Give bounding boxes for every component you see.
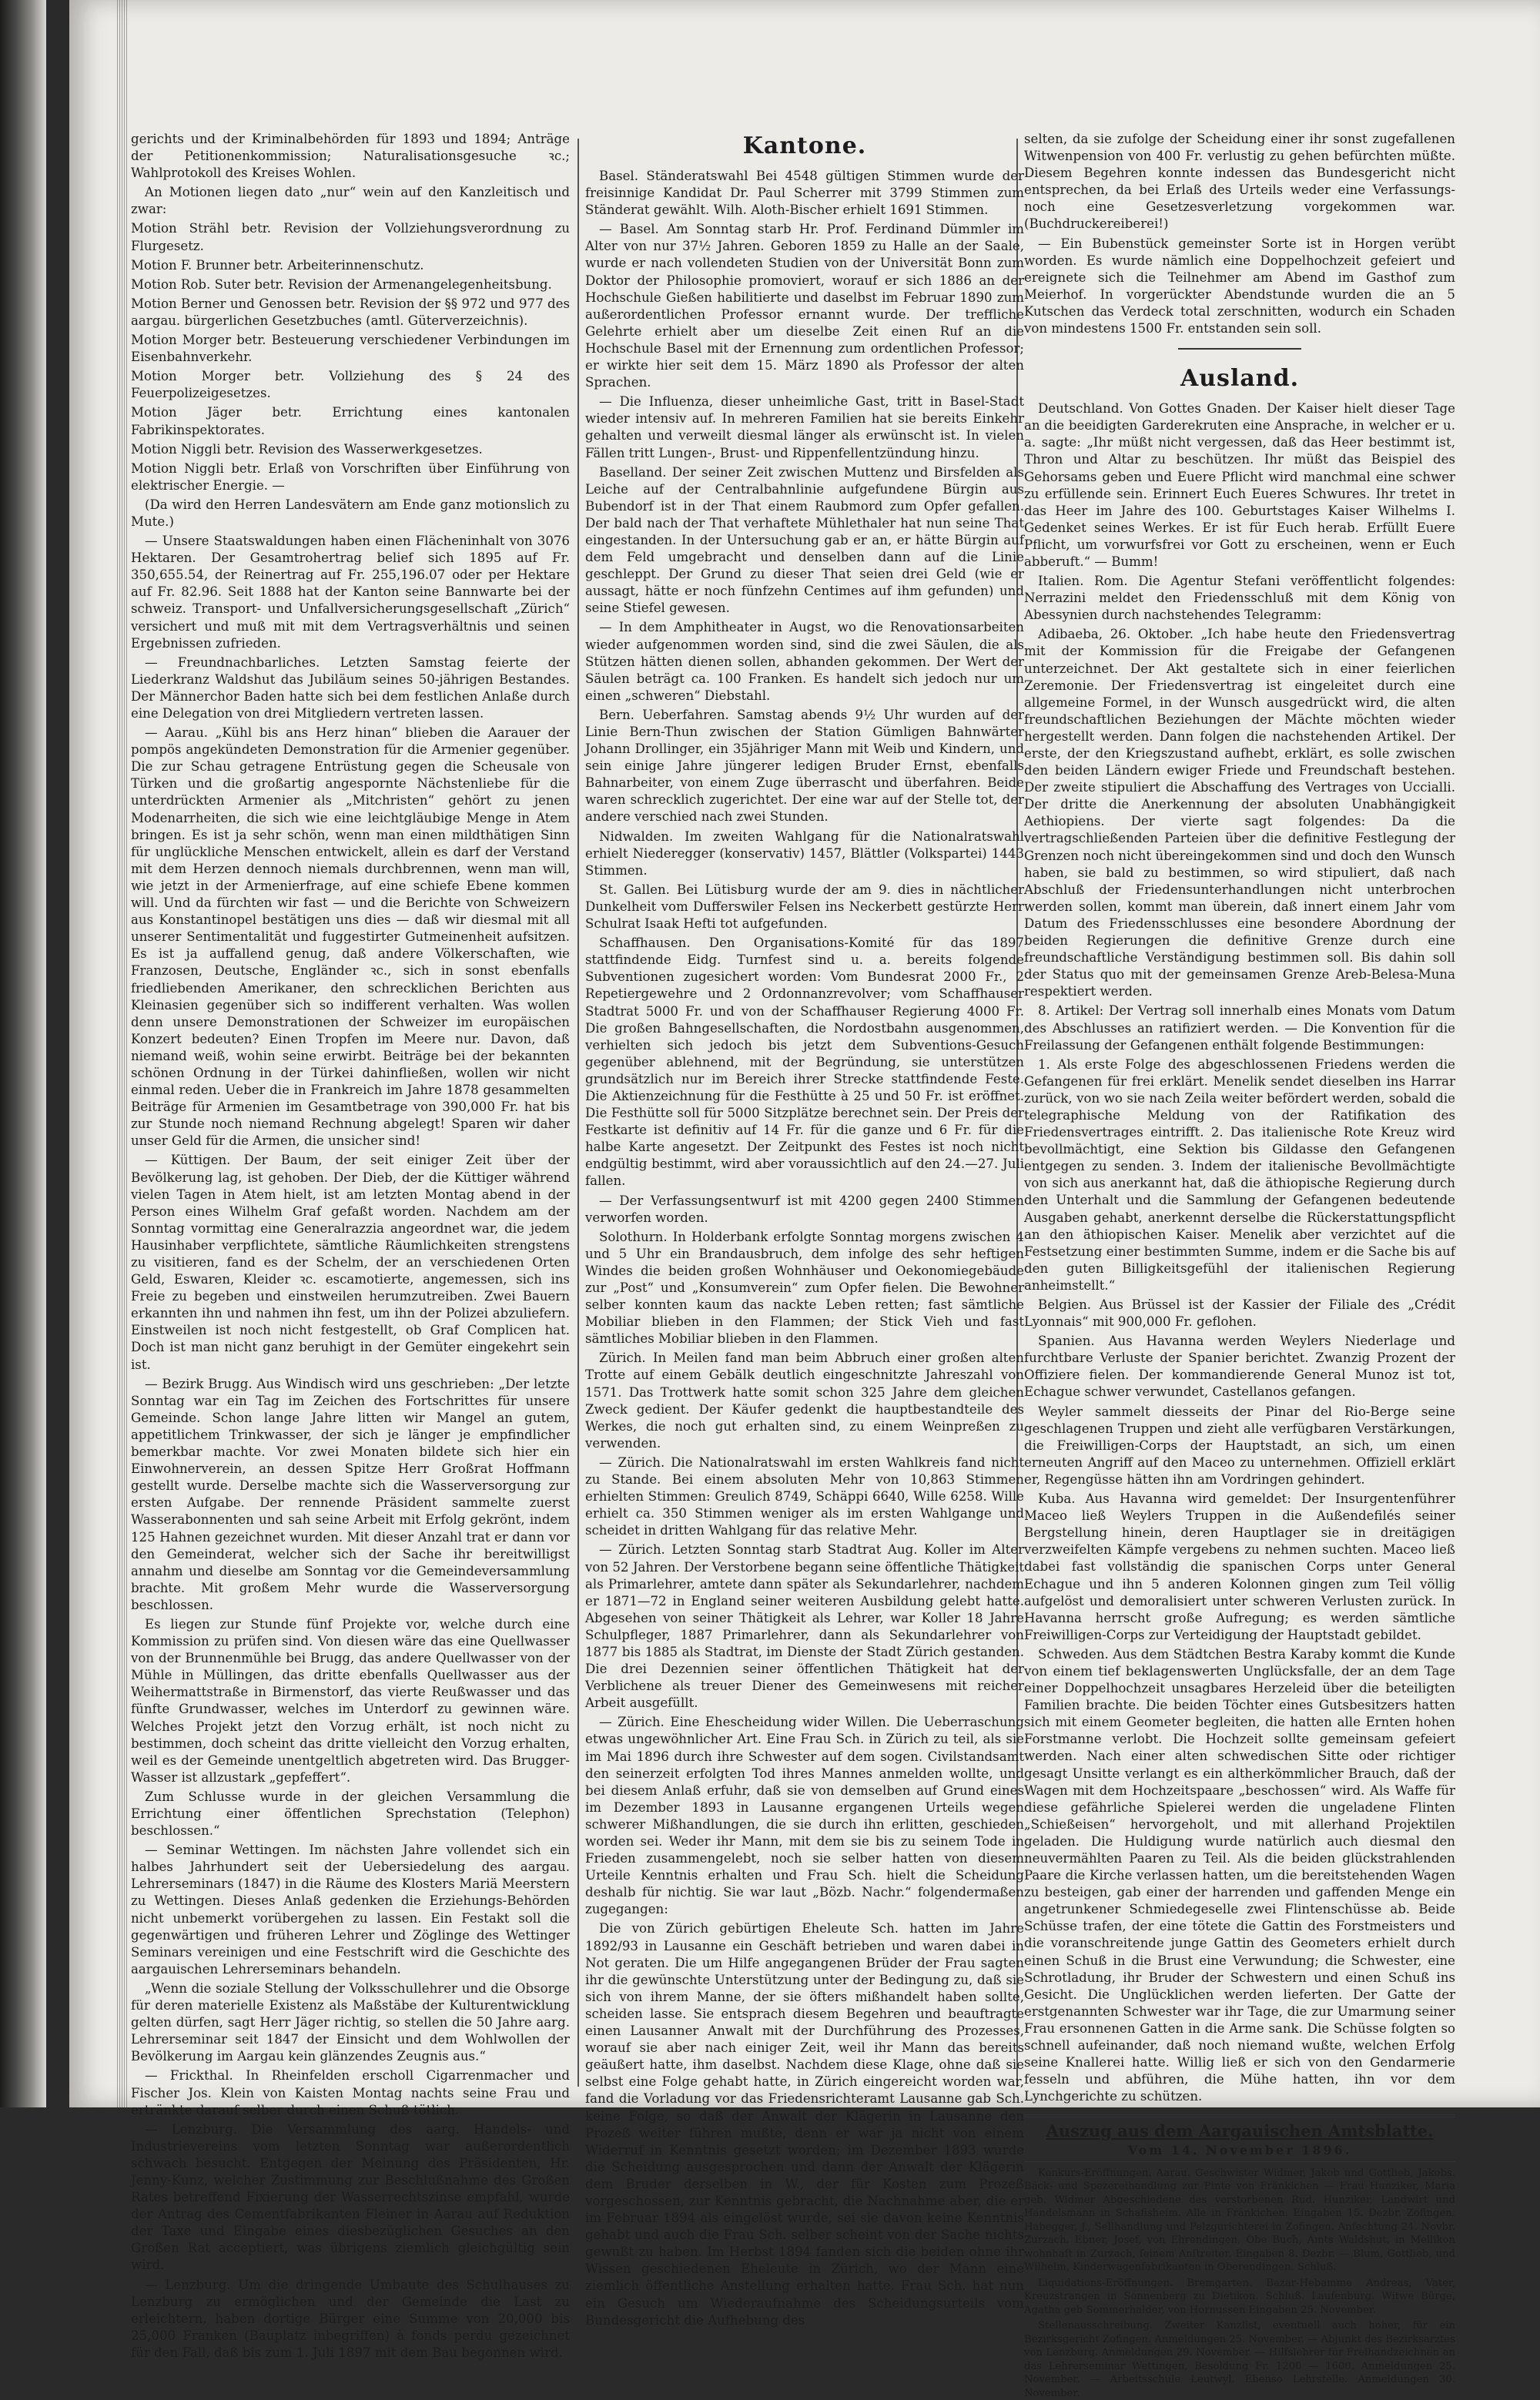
- paragraph: Italien. Rom. Die Agentur Stefani veröffentlicht folgendes: Nerrazini meldet den Friedensschluß mit dem König von Abessynien durch nachstehendes Telegramm:: [1024, 574, 1455, 623]
- paragraph: — Zürich. Eine Ehescheidung wider Willen. Die Ueberraschung etwas ungewöhnlicher Art. Eine Frau Sch. in Zürich zu teil, als sie im Mai 1896 durch ihre Schwester auf dem sogen. Civilstandsamt den seinerzeit erfolgten Tod ihres Mannes anmelden wollte, und bei diesem Anlaß erfuhr, daß sie von demselben auf Grund eines im Dezember 1893 in Lausanne ergangenen Urteils wegen schwerer Mißhandlungen, die sie durch ihn erlitten, geschieden worden sei. Weder ihr Mann, mit dem sie bis zu seinem Tode in Frieden zusammengelebt, noch sie selber hatten von diesem Urteile Kenntnis erhalten und Frau Sch. hielt die Scheidung deshalb für nichtig. Sie war laut „Bözb. Nachr.“ folgendermaßen zugegangen:: [585, 1715, 1024, 1917]
- paragraph: Es liegen zur Stunde fünf Projekte vor, welche durch eine Kommission zu prüfen sind. Von diesen wäre das eine Quellwasser von der Brunnenmühle bei Brugg, das andere Quellwasser von der Mühle in Müllingen, das dritte ebenfalls Quellwasser aus der Weihermattstraße in Birmenstorf, das vierte Reußwasser und das fünfte Grundwasser, welches im Unterdorf zu gewinnen wäre. Welches Projekt jetzt den Vorzug erhält, ist noch nicht zu bestimmen, doch scheint das dritte vielleicht den Vorzug erhalten, weil es der Gemeinde unentgeltlich abgetreten wird. Das Brugger-Wasser ist allzustark „gepfeffert“.: [131, 1616, 570, 1785]
- notice-paragraph: Konkurs-Eröffnungen. Aarau. Geschwister Widmer, Jakob und Gottlieb, Jakobs. Bäck- und Spezereihandlung zur Pinte von Fränkichen — Frau Hunziker, Maria geb. Widmer Abgeschiedene des verstorbenen Rud. Hunziker, Landwirt und Handelsmann in Schafisheim. Alle in Fränkichen. Eingaben 15. Dezbr. Zofingen. Habegger, J., Sellhandlung und Pelzgurichterei in Zofingen. Anfechtung 24. Novbr. Zurzach. Ebner, Josef, von Ehrendingen, Obe Buch, Amts Waldshut, in Mellikon wohnhaft in Zurzach, ſeinem Anſtreiter. Eingaben 8. Dezbr. — Blum, Gottlieb, und Wilhelm, Kinderwagenfabrikanten in Oberendingen. Schluß.: [1024, 2167, 1455, 2273]
- paragraph: gerichts und der Kriminalbehörden für 1893 und 1894; Anträge der Petitionenkommission; Naturalisationsgesuche ꝛc.; Wahlprotokoll des Kreises Wohlen.: [131, 132, 570, 181]
- paragraph: Schaffhausen. Den Organisations-Komité für das 1897 stattfindende Eidg. Turnfest sind u. a. bereits folgende Subventionen zugesichert worden: Vom Bundesrat 2000 Fr., 2 Repetiergewehre und 2 Ordonnanzrevolver; vom Schaffhauser Stadtrat 5000 Fr. und von der Schaffhauser Regierung 4000 Fr. Die großen Bahngesellschaften, die Nordostbahn ausgenommen, verhielten sich jedoch bis jetzt dem Subventions-Gesuch gegenüber ablehnend, mit der Begründung, sie unterstützen grundsätzlich nur im Bereich ihrer Strecke stattfindende Feste. Die Aktienzeichnung für die Festhütte à 25 und 50 Fr. ist eröffnet. Die Festhütte soll für 5000 Sitzplätze berechnet sein. Der Preis der Festkarte ist definitiv auf 14 Fr. für die ganze und 6 Fr. für die halbe Karte angesetzt. Der Zeitpunkt des Festes ist noch nicht endgültig bestimmt, wird aber voraussichtlich auf den 24.—27. Juli fallen.: [585, 936, 1024, 1189]
- section-divider: [1178, 348, 1301, 350]
- paragraph: Baselland. Der seiner Zeit zwischen Muttenz und Birsfelden als Leiche auf der Centralbahnlinie aufgefundene Bürgin aus Bubendorf ist in der That einem Raubmord zum Opfer gefallen. Der bald nach der That verhaftete Mühlethaler hat nun seine That eingestanden. In der Untersuchung gab er an, er hätte Bürgin auf dem Feld umgebracht und denselben dann auf die Linie geschleppt. Der Grund zu dieser That seien drei Geld (wie er aussagt, hätte er noch fünfzehn Centimes auf ihm gefunden) und seine Stiefel gewesen.: [585, 464, 1024, 616]
- paragraph: — Zürich. Die Nationalratswahl im ersten Wahlkreis fand nicht zu Stande. Bei einem absoluten Mehr von 10,863 Stimmen erhielten Stimmen: Greulich 8749, Schäppi 6640, Wille 6258. Wille erhielt ca. 350 Stimmen weniger als im ersten Wahlgange und scheidet in dritten Wahlgang für das relative Mehr.: [585, 1454, 1024, 1538]
- paragraph: Basel. Ständeratswahl Bei 4548 gültigen Stimmen wurde der freisinnige Kandidat Dr. Paul Scherrer mit 3799 Stimmen zum Ständerat gewählt. Wilh. Aloth-Bischer erhielt 1691 Stimmen.: [585, 169, 1024, 218]
- column-left: [131, 131, 570, 2360]
- paragraph: selten, da sie zufolge der Scheidung einer ihr sonst zugefallenen Witwenpension von 400 Fr. verlustig zu gehen befürchten müßte. Diesem Begehren konnte indessen das Bundesgericht nicht entsprechen, da bei Erlaß des Urteils weder eine Verfassungs- noch eine Gesetzesverletzung vorgekommen war. (Buchdruckereiberei!): [1024, 132, 1455, 232]
- paragraph: Belgien. Aus Brüssel ist der Kassier der Filiale des „Crédit Lyonnais“ mit 900,000 Fr. geflohen.: [1024, 1297, 1455, 1330]
- paragraph: St. Gallen. Bei Lütisburg wurde der am 9. dies in nächtlicher Dunkelheit vom Dufferswiler Felsen ins Neckerbett gestürzte Herr Schulrat Isaak Hefti tot aufgefunden.: [585, 882, 1024, 932]
- paragraph: — Die Influenza, dieser unheimliche Gast, tritt in Basel-Stadt wieder intensiv auf. In mehreren Familien hat sie bereits Einkehr gehalten und verweilt diesmal länger als erwünscht ist. In vielen Fällen tritt Lungen-, Brust- und Rippenfellentzündung hinzu.: [585, 394, 1024, 460]
- paragraph: „Wenn die soziale Stellung der Volksschullehrer und die Obsorge für deren materielle Existenz als Maßstäbe der Kulturentwicklung gelten dürfen, sagt Herr Jäger richtig, so stellen die 50 Jahre aarg. Lehrerseminar seit 1847 der Einsicht und dem Wohlwollen der Bevölkerung im Aargau kein glänzendes Zeugnis aus.“: [131, 1980, 570, 2064]
- paragraph: — In dem Amphitheater in Augst, wo die Renovationsarbeiten wieder aufgenommen worden sind, sind die zwei Säulen, die als Stützen hätten dienen sollen, abhanden gekommen. Der Wert der Säulen beträgt ca. 100 Franken. Es handelt sich jedoch nur um einen „schweren“ Diebstahl.: [585, 620, 1024, 703]
- column-right: [1024, 131, 1455, 2399]
- paragraph: — Bezirk Brugg. Aus Windisch wird uns geschrieben: „Der letzte Sonntag war ein Tag im Zeichen des Fortschrittes für unsere Gemeinde. Schon lange Jahre litten wir Mangel an gutem, appetitlichem Trinkwasser, der sich je länger je empfindlicher bemerkbar machte. Vor zwei Monaten bildete sich hier ein Einwohnerverein, an dessen Spitze Herr Großrat Hoffmann gestellt wurde. Derselbe machte sich die Wasserversorgung zur ersten Aufgabe. Der rennende Präsident sammelte zuerst Wasserabonnenten und sah seine Arbeit mit Erfolg gekrönt, indem 125 Hahnen gezeichnet wurden. Mit dieser Anzahl trat er dann vor den Gemeinderat, welcher sich der Sache ihr bereitwilligst annahm und dieselbe am Sonntag vor die Gemeindeversammlung brachte. Mit großem Mehr wurde die Wasserversorgung beschlossen.: [131, 1376, 570, 1612]
- paragraph: — Aarau. „Kühl bis ans Herz hinan“ blieben die Aarauer der pompös angekündeten Demonstration für die Armenier gegenüber. Die zur Schau getragene Entrüstung gegen die Scheusale von Türken und die großartig angespornte Nächstenliebe für die unterdrückten Armenier als „Mitchristen“ gehört zu jenen Modenarrheiten, die sich wie eine leichtgläubige Menge in Atem bringen. Es ist ja sehr schön, wenn man einen mildthätigen Sinn für unglückliche Menschen entwickelt, allein es darf der Verstand mit dem Herzen dennoch niemals durchbrennen, wenn man will, wie jetzt in der Armenierfrage, auf eine schiefe Ebene kommen will. Und da fürchten wir fast — und die Berichte von Schweizern aus Konstantinopel bestätigen uns dies — daß wir diesmal mit all unserer Sentimentalität und fuggestirter Gutmeinenheit aufsitzen. Es ist ja auffallend genug, daß andere Völkerschaften, wie Franzosen, Deutsche, Engländer ꝛc., sich in sonst ebenfalls friedliebenden Amerikaner, den schrecklichen Berichten aus Kleinasien gegenüber sich so indifferent verhalten. Was wollen denn unsere Demonstrationen der Schweizer im europäischen Konzert bedeuten? Einen Tropfen im Meere nur. Davon, daß niemand weiß, wohin seine erwirbt. Beiträge bei der bekannten schönen Ordnung in der Türkei dahinfließen, wollen wir nicht einmal reden. Ueber die in Frankreich im Jahre 1878 gesammelten Beiträge für Armenien im Gesamtbetrage von 390,000 Fr. hat bis zur Stunde noch niemand Rechnung abgelegt! Sparen wir daher unser Geld für die Armen, die unsicher sind!: [131, 725, 570, 1149]
- paragraph: — Ein Bubenstück gemeinster Sorte ist in Horgen verübt worden. Es wurde nämlich eine Doppelhochzeit gefeiert und ereignete sich die Teilnehmer am Abend im Gasthof zum Meierhof. In vorgerückter Abendstunde wurden die an 5 Kutschen das Verdeck total zerschnitten, wodurch ein Schaden von mindestens 1500 Fr. entstanden sein soll.: [1024, 236, 1455, 336]
- paragraph: Solothurn. In Holderbank erfolgte Sonntag morgens zwischen 4 und 5 Uhr ein Brandausbruch, dem infolge des sehr heftigen Windes die beiden großen Wohnhäuser und Oekonomiegebäude zur „Post“ und „Konsumverein“ zum Opfer fielen. Die Bewohner selber konnten kaum das nackte Leben retten; fast sämtliche Mobiliar blieben in den Flammen; der Stick Vieh und fast sämtliches Mobiliar blieben in den Flammen.: [585, 1229, 1024, 1347]
- paragraph: Nidwalden. Im zweiten Wahlgang für die Nationalratswahl erhielt Niederegger (konservativ) 1457, Blättler (Volkspartei) 1443 Stimmen.: [585, 828, 1024, 878]
- motion-line: Motion Niggli betr. Revision des Wasserwerkgesetzes.: [131, 441, 483, 457]
- paragraph: — Basel. Am Sonntag starb Hr. Prof. Ferdinand Dümmler im Alter von nur 37½ Jahren. Geboren 1859 zu Halle an der Saale, wurde er nach vollendeten Studien von der Universität Bonn zum Doktor der Philosophie promoviert, worauf er sich 1886 an der Hochschule Gießen habilitierte und daselbst im Februar 1890 zum außerordentlichen Professor ernannt wurde. Der treffliche Gelehrte erhielt aber um dieselbe Zeit einen Ruf an die Hochschule Basel mit der Ernennung zum ordentlichen Professor; er wirkte hier seit dem 15. März 1890 als Professor der alten Sprachen.: [585, 222, 1024, 390]
- motion-line: Motion Berner und Genossen betr. Revision der §§ 972 und 977 des aargau. bürgerlichen Gesetzbuches (amtl. Güterverzeichnis).: [131, 296, 570, 328]
- paragraph: — Lenzburg. Um die dringende Umbaute des Schulhauses zu Lenzburg zu ermöglichen und der Gemeinde die Last zu erleichtern, haben dortige Bürger eine Summe von 20,000 bis 25,000 Franken (Bauplatz inbegriffen) à fonds perdu gezeichnet für den Fall, daß bis zum 1. Juli 1897 mit dem Bau begonnen wird.: [131, 2277, 570, 2360]
- paragraph: — Freundnachbarliches. Letzten Samstag feierte der Liederkranz Waldshut das Jubiläum seines 50-jährigen Bestandes. Der Männerchor Baden hatte sich bei dem festlichen Anlaße durch eine Delegation von drei Mitgliedern vertreten lassen.: [131, 654, 570, 721]
- section-heading-ausland: Ausland.: [1180, 365, 1300, 393]
- paragraph: 8. Artikel: Der Vertrag soll innerhalb eines Monats vom Datum des Abschlusses an ratifiziert werden. — Die Konvention für die Freilassung der Gefangenen enthält folgende Bestimmungen:: [1024, 1003, 1455, 1053]
- amtsblatt-title: Auszug aus dem Aargauischen Amtsblatte.: [1046, 2121, 1434, 2141]
- column-rule: [578, 139, 579, 2087]
- paragraph: Zum Schlusse wurde in der gleichen Versammlung die Errichtung einer öffentlichen Sprechstation (Telephon) beschlossen.“: [131, 1789, 570, 1839]
- motion-line: Motion F. Brunner betr. Arbeiterinnenschutz.: [131, 257, 424, 273]
- motion-line: Motion Rob. Suter betr. Revision der Armenangelegenheitsbung.: [131, 276, 552, 292]
- paragraph: — Frickthal. In Rheinfelden erscholl Cigarrenmacher und Fischer Jos. Klein von Kaisten Montag nachts seine Frau und ertränkte darauf selber durch einen Schuß tötlich.: [131, 2068, 570, 2117]
- notice-paragraph: Liquidations-Eröffnungen. Bremgarten. Bazar-Hebamme Andreas, Vater, Kreuzstrangen in Sonnenberg zu Dietikon. Schluß. Laufenburg. Witwe Bürge, Agatha geb Sommerhalder, von Hornussen Eingaben 25. November.: [1024, 2277, 1455, 2316]
- paragraph: An Motionen liegen dato „nur“ wein auf den Kanzleitisch und zwar:: [131, 185, 570, 217]
- paragraph: — Seminar Wettingen. Im nächsten Jahre vollendet sich ein halbes Jahrhundert seit der Uebersiedelung des aargau. Lehrerseminars (1847) in die Räume des Klosters Mariä Meerstern zu Wettingen. Dieses Anlaß gedenken die Erziehungs-Behörden nicht unbemerkt vorübergehen zu lassen. Ein Festakt soll die gegenwärtigen und früheren Lehrer und Zöglinge des Wettinger Seminars vereinigen und eine Festschrift wird die Geschichte des aargauischen Lehrerseminars behandeln.: [131, 1843, 570, 1977]
- paragraph: Die von Zürich gebürtigen Eheleute Sch. hatten im Jahre 1892/93 in Lausanne ein Geschäft betrieben und waren dabei in Not geraten. Die um Hilfe angegangenen Brüder der Frau sagten ihr die gewünschte Unterstützung unter der Bedingung zu, daß sie sich von ihrem Manne, der sie öfters mißhandelt haben sollte, scheiden lasse. Sie entsprach diesem Begehren und beauftragte einen Lausanner Anwalt mit der Durchführung des Prozesses, worauf sie aber nach einiger Zeit, weil ihr Mann das bereits geäußert hatte, ihm daselbst. Nachdem diese Klage, ohne daß sie selbst eine Folge gehabt hatte, in Zürich eingereicht worden war, fand die Vorladung vor das Friedensrichteramt Lausanne gab Sch. keine Folge, so daß der Anwalt der Klägerin in Lausanne den Prozeß weiter führen mußte, denn er war ja nicht von einem Widerruf in Kenntnis gesetzt worden; im Dezember 1893 wurde die Scheidung ausgesprochen und dann der Anwalt der Klägerin dem Bruder derselben in W., der für Kosten zum Prozeß vorgeschossen, zur Kenntnis gebracht, die Nachnahme aber, die er im Februar 1894 als eingelöst wurde, sei sie davon keine Kenntnis gehabt und auch die Frau Sch. selber scheint von der Sache nichts gewußt zu haben. Im Herbst 1894 fanden sich die beiden ohne ihr Wissen geschiedenen Eheleute in Zürich, wo der Mann eine ziemlich öffentliche Anstellung erhalten hatte. Frau Sch. hat nun ein Gesuch um Wiederaufnahme des Scheidungsurteils vom Bundesgericht die Aufhebung des: [585, 1921, 1024, 2328]
- book-spine: [0, 0, 46, 2107]
- amtsblatt-date: Vom 14. November 1896.: [1127, 2143, 1352, 2158]
- paragraph: — Unsere Staatswaldungen haben einen Flächeninhalt von 3076 Hektaren. Der Gesamtrohertrag belief sich 1895 auf Fr. 350,655.54, der Reinertrag auf Fr. 255,196.07 oder per Hektare auf Fr. 82.96. Seit 1888 hat der Kanton seine Bannwarte bei der schweiz. Transport- und Unfallversicherungsgesellschaft „Zürich“ versichert und muß mit mit dem Vertragsverhältnis und seinen Ergebnissen zufrieden.: [131, 534, 570, 651]
- paragraph: Deutschland. Von Gottes Gnaden. Der Kaiser hielt dieser Tage an die beeidigten Garderekruten eine Ansprache, in welcher er u. a. sagte: „Ihr müßt nicht vergessen, daß das Heer bestimmt ist, Thron und Altar zu beschützen. Ihr müßt das Beispiel des Gehorsams geben und Euere Pflicht wird manchmal eine schwer zu erfüllende sein. Erinnert Euch Eueres Schwures. Ihr tretet in das Heer im Jahre des 100. Geburtstages Kaiser Wilhelms I. Gedenket seines Werkes. Er ist für Euch herab. Erfüllt Euere Pflicht, um vorwurfsfrei vor Gott zu erscheinen, wenn er Euch abberuft.“ — Bumm!: [1024, 401, 1455, 569]
- notice-paragraph: Stellenausschreibung. Zweiter Kanzlist, eventuell auch hoher, für ein Bezirksgericht Zofingen. Anmeldungen 25. November. — Abjunkt des Bezirksarztes von Lenzburg. Anmeldungen 29. November. — Hilfslehrer für Freihandzeichnen an das Lehrerseminar Wettingen, Besoldung Fr. 1200 — 1600. Anmeldungen 25. November. — Arbeitsschule Leutwyl. Ebenso Lehrstelle. Anmeldungen 30. November.: [1024, 2320, 1455, 2399]
- paragraph: — Küttigen. Der Baum, der seit einiger Zeit über der Bevölkerung lag, ist gehoben. Der Dieb, der die Küttiger während vielen Tagen in Atem hielt, ist am letzten Montag abend in der Person eines Wilhelm Graf gefaßt worden. Nachdem am der Sonntag vormittag eine Generalrazzia angeordnet war, die jedem Hausinhaber verpflichtete, sämtliche Räumlichkeiten strengstens zu visitieren, fand es der Schelm, der an verschiedenen Orten Geld, Eswaren, Kleider ꝛc. escamotierte, angemessen, sich ins Freie zu begeben und einstweilen herumzutreiben. Zwei Bauern erkannten ihn und nahmen ihn fest, um ihn der Polizei abzuliefern. Einstweilen ist noch nicht festgestellt, ob Graf Complicen hat. Doch ist man nicht ganz beruhigt in der Gemüter eingekehrt sein ist.: [131, 1153, 570, 1372]
- motion-line: Motion Morger betr. Besteuerung verschiedener Verbindungen im Eisenbahnverkehr.: [131, 333, 570, 365]
- paragraph: Zürich. In Meilen fand man beim Abbruch einer großen alten Trotte auf einem Gebälk deutlich eingeschnitzte Jahreszahl von 1571. Das Trottwerk hatte somit schon 325 Jahre dem gleichen Zweck gedient. Der Käufer gedenkt die hauptbestandteile des Werkes, die noch gut erhalten sind, zu einem Weinpreßen zu verwenden.: [585, 1351, 1024, 1451]
- motion-line: Motion Strähl betr. Revision der Vollziehungsverordnung zu Flurgesetz.: [131, 221, 570, 253]
- paragraph: — Der Verfassungsentwurf ist mit 4200 gegen 2400 Stimmen verworfen worden.: [585, 1193, 1024, 1225]
- paragraph: Kuba. Aus Havanna wird gemeldet: Der Insurgentenführer Maceo ließ Weylers Truppen in die Außendefilés seiner Bergstellung hinein, deren Hauptlager sie in dreitägigen verzweifelten Kämpfe vergebens zu nehmen suchten. Maceo ließ dabei fast vollständig die spanischen Corps unter General Echague und ihn 5 anderen Kolonnen gingen zum Teil völlig aufgelöst und demoralisiert unter schweren Verlusten zurück. In Havanna herrscht große Aufregung; es werden sämtliche Freiwilligen-Corps zur Verteidigung der Hauptstadt gebildet.: [1024, 1491, 1455, 1642]
- motion-line: Motion Jäger betr. Errichtung eines kantonalen Fabrikinspektorates.: [131, 405, 570, 437]
- paragraph: Schweden. Aus dem Städtchen Bestra Karaby kommt die Kunde von einem tief beklagenswerten Unglücksfalle, der an dem Tage einer Doppelhochzeit unsagbares Herzeleid über die beteiligten Familien brachte. Die beiden Töchter eines Gutsbesitzers hatten sich mit einem Geometer begleiten, die hatten alle Ernten hohen Forstmanne verlobt. Die Hochzeit sollte gemeinsam gefeiert werden. Nach einer alten schwedischen Sitte oder richtiger gesagt Unsitte verlangt es ein altherkömmlicher Brauch, daß der Wagen mit dem Hochzeitspaare „beschossen“ wird. Als Waffe für diese gefährliche Spielerei werden die ungeladene Flinten „Schießeisen“ hervorgeholt, und mit allerhand Projektilen geladen. Die Huldigung wurde natürlich auch diesmal den neuvermählten Paaren zu Teil. Als die beiden glückstrahlenden Paare die Kirche verlassen hatten, um die bereitstehenden Wagen zu besteigen, gab einer der harrenden und gaffenden Menge ein angetrunkener Schmiedegeselle zwei Flintenschüsse ab. Beide Schüsse trafen, der eine tötete die Gattin des Forstmeisters und die voranschreitende junge Gattin des Geometers erhielt durch einen Schuß in die Brust eine Verwundung; die Schwester, eine Schrotladung, ihr Bruder der Schwestern und einen Schuß ins Gesicht. Die Unglücklichen werden lieferten. Der Gatte der erstgenannten Schwester war ihr Tage, die zur Umarmung seiner Frau ersonnenen Gatten in die Arme sank. Die Schüsse folgten so schnell aufeinander, daß noch niemand wußte, welchen Erfolg seine Knallerei hatte. Willig ließ er sich von den Gendarmerie fesseln und abführen, die Mühe hatten, ihn vor dem Lynchgerichte zu schützen.: [1024, 1646, 1455, 2104]
- paragraph: 1. Als erste Folge des abgeschlossenen Friedens werden die Gefangenen für frei erklärt. Menelik sendet dieselben ins Harrar zurück, von wo sie nach Zeila weiter befördert werden, sobald die telegraphische Meldung von der Ratifikation des Friedensvertrages eintrifft. 2. Das italienische Rote Kreuz wird bevollmächtigt, eine Sektion bis Gildasse den Gefangenen entgegen zu senden. 3. Indem der italienische Bevollmächtigte von sich aus anerkannt hat, daß die äthiopische Regierung durch den Unterhalt und die Sammlung der Gefangenen bedeutende Ausgaben gehabt, anerkennt derselbe die Rückerstattungspflicht an den äthiopischen Kaiser. Menelik aber verzichtet auf die Festsetzung einer bestimmten Summe, indem er die Sache bis auf den guten Billigkeitsgefühl der italienischen Regierung anheimstellt.“: [1024, 1056, 1455, 1293]
- amtsblatt-box-header: [1024, 2114, 1455, 2161]
- paragraph: Bern. Ueberfahren. Samstag abends 9½ Uhr wurden auf der Linie Bern-Thun zwischen der Station Gümligen Bahnwärter Johann Drollinger, ein 35jähriger Mann mit Weib und Kindern, und sein einige Jahre jüngerer ledigen Bruder Ernst, ebenfalls Bahnarbeiter, von einem Zuge überrascht und überfahren. Beide waren schrecklich zugerichtet. Der eine war auf der Stelle tot, der andere verschied nach zwei Stunden.: [585, 707, 1024, 825]
- column-middle: [585, 131, 1024, 2328]
- paragraph: Adibaeba, 26. Oktober. „Ich habe heute den Friedensvertrag mit der Kommission für die Freigabe der Gefangenen unterzeichnet. Der Akt gestaltete sich in einer feierlichen Zeremonie. Der Friedensvertrag ist eingeleitet durch eine allgemeine Formel, in der Wunsch ausgedrückt wird, die alten freundschaftlichen Beziehungen der Mächte möchten wieder hergestellt werden. Dann folgen die nachstehenden Artikel. Der erste, der den Kriegszustand aufhebt, erklärt, es solle zwischen den beiden Ländern ewiger Friede und Freundschaft bestehen. Der zweite stipuliert die Abschaffung des Vertrages von Uccialli. Der dritte die Anerkennung der absoluten Unabhängigkeit Aethiopiens. Der vierte sagt folgendes: Da die vertragschließenden Parteien über die definitive Festlegung der Grenzen noch nicht übereingekommen sind und doch den Wunsch haben, sie bald zu bestimmen, so wird stipuliert, daß nach Abschluß der Friedensunterhandlungen nicht unterbrochen werden sollen, kommt man überein, daß innert einem Jahr vom Datum des Friedensschlusses eine besondere Abordnung der beiden Regierungen die definitive Grenze durch eine freundschaftliche Verständigung bestimmen soll. Bis dahin soll der Status quo mit der gemeinsamen Grenze Areb-Belesa-Muna respektiert werden.: [1024, 627, 1455, 999]
- paragraph: Weyler sammelt diesseits der Pinar del Rio-Berge seine geschlagenen Truppen und zieht alle verfügbaren Verstärkungen, die Freiwilligen-Corps der Hauptstadt, an sich, um einen erneuten Angriff auf den Maceo zu unternehmen. Offiziell erklärt er, Regengüsse hätten ihn am Vordringen gehindert.: [1024, 1404, 1455, 1487]
- motion-line: Motion Morger betr. Vollziehung des § 24 des Feuerpolizeigesetzes.: [131, 369, 570, 401]
- section-heading-kantone: Kantone.: [742, 132, 867, 159]
- motion-line: Motion Niggli betr. Erlaß von Vorschriften über Einführung von elektrischer Energie. —: [131, 460, 570, 493]
- paragraph: (Da wird den Herren Landesvätern am Ende ganz motionslich zu Mute.): [131, 497, 570, 529]
- paragraph: — Lenzburg. Die Versammlung des aarg. Handels- und Industrievereins vom letzten Sonntag war außerordentlich schwach besucht. Entgegen der Meinung des Präsidenten, Hr. Jenny-Kunz, welcher Zustimmung zur Beschlußnahme des Großen Rates betreffend Fixierung der Wasserrechtszinse empfahl, wurde der Antrag des Cementfabrikanten Fleiner in Aarau auf Reduktion der Taxe und Eingabe eines diesbezüglichen Gesuches an den Großen Rat acceptiert, was übrigens ziemlich gleichgültig sein wird.: [131, 2121, 570, 2273]
- page-edge-lines: [117, 0, 128, 2107]
- paragraph: — Zürich. Letzten Sonntag starb Stadtrat Aug. Koller im Alter von 52 Jahren. Der Verstorbene begann seine öffentliche Thätigkeit als Primarlehrer, amtete dann später als Sekundarlehrer, nachdem er 1871—72 in England seiner weiteren Ausbildung gelebt hatte. Abgesehen von seiner Thätigkeit als Lehrer, war Koller 18 Jahre Schulpfleger, 1887 Primarlehrer, dann als Sekundarlehrer von 1877 bis 1885 als Stadtrat, im Dienste der Stadt Zürich gestanden. Die drei Dezennien seiner öffentlichen Thätigkeit hat der Verblichene als treuer Diener des Gemeinwesens mit reicher Arbeit ausgefüllt.: [585, 1542, 1024, 1711]
- paragraph: Spanien. Aus Havanna werden Weylers Niederlage und furchtbare Verluste der Spanier berichtet. Zwanzig Prozent der Offiziere fielen. Der kommandierende General Munoz ist tot, Echague schwer verwundet, Castellanos gefangen.: [1024, 1334, 1455, 1400]
